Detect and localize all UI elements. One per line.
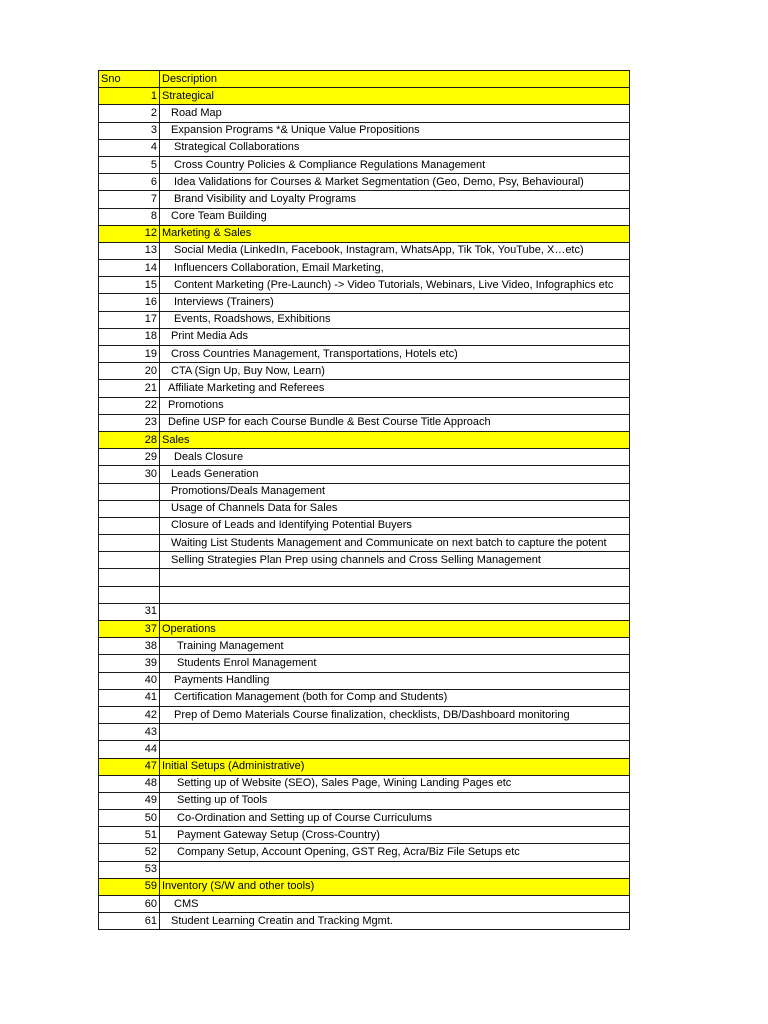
section-header-row [99, 88, 630, 105]
sno-cell[interactable]: 21 [99, 380, 160, 397]
description-cell[interactable]: Certification Management (both for Comp and Students) [160, 689, 630, 706]
sno-cell[interactable] [99, 535, 160, 552]
table-row [99, 328, 630, 345]
table-row [99, 156, 630, 173]
section-header-row [99, 621, 630, 638]
sno-cell[interactable]: 2 [99, 105, 160, 122]
table-row [99, 672, 630, 689]
sno-cell[interactable]: 49 [99, 792, 160, 809]
description-cell[interactable]: Affiliate Marketing and Referees [160, 380, 630, 397]
sno-cell[interactable]: 60 [99, 896, 160, 913]
description-cell[interactable]: Core Team Building [160, 208, 630, 225]
sno-cell[interactable] [99, 569, 160, 586]
description-cell[interactable]: Print Media Ads [160, 328, 630, 345]
table-row [99, 346, 630, 363]
description-cell[interactable]: Expansion Programs *& Unique Value Propositions [160, 122, 630, 139]
description-cell[interactable]: Inventory (S/W and other tools) [160, 878, 630, 895]
sno-cell[interactable]: 38 [99, 638, 160, 655]
sno-cell[interactable]: 42 [99, 706, 160, 723]
table-row [99, 706, 630, 723]
table-row [99, 363, 630, 380]
description-cell[interactable]: Cross Countries Management, Transportations, Hotels etc) [160, 346, 630, 363]
description-cell[interactable]: Strategical Collaborations [160, 139, 630, 156]
sno-cell[interactable]: 53 [99, 861, 160, 878]
description-cell[interactable] [160, 861, 630, 878]
sno-cell[interactable]: 47 [99, 758, 160, 775]
section-header-row [99, 431, 630, 448]
table-row [99, 277, 630, 294]
sno-cell[interactable] [99, 517, 160, 534]
table-row [99, 500, 630, 517]
section-header-row [99, 758, 630, 775]
sno-cell[interactable]: 39 [99, 655, 160, 672]
sno-cell[interactable]: 48 [99, 775, 160, 792]
sno-cell[interactable]: 52 [99, 844, 160, 861]
description-cell[interactable]: Setting up of Tools [160, 792, 630, 809]
description-cell[interactable]: Social Media (LinkedIn, Facebook, Instagram, WhatsApp, Tik Tok, YouTube, X…etc) [160, 242, 630, 259]
table-row [99, 569, 630, 586]
description-cell[interactable]: Idea Validations for Courses & Market Segmentation (Geo, Demo, Psy, Behavioural) [160, 174, 630, 191]
description-cell[interactable]: Events, Roadshows, Exhibitions [160, 311, 630, 328]
table-row [99, 724, 630, 741]
description-cell[interactable]: Setting up of Website (SEO), Sales Page, Wining Landing Pages etc [160, 775, 630, 792]
description-cell[interactable] [160, 741, 630, 758]
sno-cell[interactable] [99, 483, 160, 500]
sno-cell[interactable]: 22 [99, 397, 160, 414]
description-cell[interactable] [160, 586, 630, 603]
sno-cell[interactable]: 23 [99, 414, 160, 431]
description-cell[interactable] [160, 603, 630, 620]
table-row [99, 208, 630, 225]
table-row [99, 380, 630, 397]
table-row [99, 483, 630, 500]
sno-cell[interactable]: 7 [99, 191, 160, 208]
description-cell[interactable]: Training Management [160, 638, 630, 655]
description-cell[interactable]: Closure of Leads and Identifying Potential Buyers [160, 517, 630, 534]
sno-cell[interactable]: 28 [99, 431, 160, 448]
table-row [99, 689, 630, 706]
table-row [99, 603, 630, 620]
sno-cell[interactable]: 61 [99, 913, 160, 930]
sno-cell[interactable]: 50 [99, 810, 160, 827]
description-cell[interactable]: Student Learning Creatin and Tracking Mgmt. [160, 913, 630, 930]
sno-header[interactable]: Sno [99, 71, 160, 88]
sno-cell[interactable]: 37 [99, 621, 160, 638]
table-row [99, 535, 630, 552]
sno-cell[interactable]: 19 [99, 346, 160, 363]
description-cell[interactable]: Interviews (Trainers) [160, 294, 630, 311]
table-row [99, 466, 630, 483]
table-row [99, 122, 630, 139]
description-cell[interactable]: Cross Country Policies & Compliance Regulations Management [160, 156, 630, 173]
table-row [99, 827, 630, 844]
sno-cell[interactable]: 4 [99, 139, 160, 156]
description-cell[interactable] [160, 724, 630, 741]
sno-cell[interactable] [99, 586, 160, 603]
table-row [99, 913, 630, 930]
description-cell[interactable]: Sales [160, 431, 630, 448]
table-row [99, 861, 630, 878]
sno-cell[interactable]: 5 [99, 156, 160, 173]
table-row [99, 586, 630, 603]
sno-cell[interactable] [99, 552, 160, 569]
description-cell[interactable]: Initial Setups (Administrative) [160, 758, 630, 775]
spreadsheet-table [98, 70, 630, 930]
table-row [99, 414, 630, 431]
description-cell[interactable]: Strategical [160, 88, 630, 105]
description-cell[interactable]: Define USP for each Course Bundle & Best Course Title Approach [160, 414, 630, 431]
table-row [99, 655, 630, 672]
description-cell[interactable]: Students Enrol Management [160, 655, 630, 672]
description-cell[interactable]: Leads Generation [160, 466, 630, 483]
table-row [99, 896, 630, 913]
description-header[interactable]: Description [160, 71, 630, 88]
description-cell[interactable]: Road Map [160, 105, 630, 122]
sno-cell[interactable]: 29 [99, 449, 160, 466]
description-cell[interactable]: Prep of Demo Materials Course finalization, checklists, DB/Dashboard monitoring [160, 706, 630, 723]
table-row [99, 552, 630, 569]
table-row [99, 792, 630, 809]
sno-cell[interactable]: 43 [99, 724, 160, 741]
description-cell[interactable]: Selling Strategies Plan Prep using channels and Cross Selling Management [160, 552, 630, 569]
table-row [99, 242, 630, 259]
description-cell[interactable]: Brand Visibility and Loyalty Programs [160, 191, 630, 208]
description-cell[interactable]: Usage of Channels Data for Sales [160, 500, 630, 517]
sno-cell[interactable]: 12 [99, 225, 160, 242]
table-row [99, 810, 630, 827]
sno-cell[interactable]: 16 [99, 294, 160, 311]
description-cell[interactable]: Content Marketing (Pre-Launch) -> Video Tutorials, Webinars, Live Video, Infographics etc [160, 277, 630, 294]
sno-cell[interactable]: 30 [99, 466, 160, 483]
section-header-row [99, 225, 630, 242]
sno-cell[interactable]: 3 [99, 122, 160, 139]
sno-cell[interactable]: 8 [99, 208, 160, 225]
sno-cell[interactable]: 44 [99, 741, 160, 758]
description-cell[interactable]: Deals Closure [160, 449, 630, 466]
sno-cell[interactable]: 59 [99, 878, 160, 895]
sno-cell[interactable]: 1 [99, 88, 160, 105]
sno-cell[interactable]: 15 [99, 277, 160, 294]
sno-cell[interactable]: 17 [99, 311, 160, 328]
table-row [99, 844, 630, 861]
table-row [99, 311, 630, 328]
sno-cell[interactable]: 13 [99, 242, 160, 259]
section-header-row [99, 878, 630, 895]
sno-cell[interactable] [99, 500, 160, 517]
sno-cell[interactable]: 6 [99, 174, 160, 191]
table-row [99, 775, 630, 792]
description-cell[interactable] [160, 569, 630, 586]
description-cell[interactable]: Company Setup, Account Opening, GST Reg, Acra/Biz File Setups etc [160, 844, 630, 861]
table-row [99, 260, 630, 277]
sno-cell[interactable]: 41 [99, 689, 160, 706]
description-cell[interactable]: Promotions [160, 397, 630, 414]
description-cell[interactable]: Influencers Collaboration, Email Marketing, [160, 260, 630, 277]
sno-cell[interactable]: 31 [99, 603, 160, 620]
table-row [99, 174, 630, 191]
description-cell[interactable]: CTA (Sign Up, Buy Now, Learn) [160, 363, 630, 380]
description-cell[interactable]: Operations [160, 621, 630, 638]
description-cell[interactable]: Waiting List Students Management and Communicate on next batch to capture the potent [160, 535, 630, 552]
table-row [99, 294, 630, 311]
table-row [99, 397, 630, 414]
sno-cell[interactable]: 20 [99, 363, 160, 380]
sno-cell[interactable]: 14 [99, 260, 160, 277]
header-row [99, 71, 630, 88]
description-cell[interactable]: Promotions/Deals Management [160, 483, 630, 500]
sno-cell[interactable]: 18 [99, 328, 160, 345]
sno-cell[interactable]: 40 [99, 672, 160, 689]
table-row [99, 638, 630, 655]
description-cell[interactable]: CMS [160, 896, 630, 913]
table-row [99, 517, 630, 534]
table-row [99, 191, 630, 208]
table-row [99, 449, 630, 466]
description-cell[interactable]: Marketing & Sales [160, 225, 630, 242]
description-cell[interactable]: Payments Handling [160, 672, 630, 689]
table-row [99, 741, 630, 758]
description-cell[interactable]: Payment Gateway Setup (Cross-Country) [160, 827, 630, 844]
sno-cell[interactable]: 51 [99, 827, 160, 844]
description-cell[interactable]: Co-Ordination and Setting up of Course Curriculums [160, 810, 630, 827]
table-row [99, 105, 630, 122]
table-row [99, 139, 630, 156]
